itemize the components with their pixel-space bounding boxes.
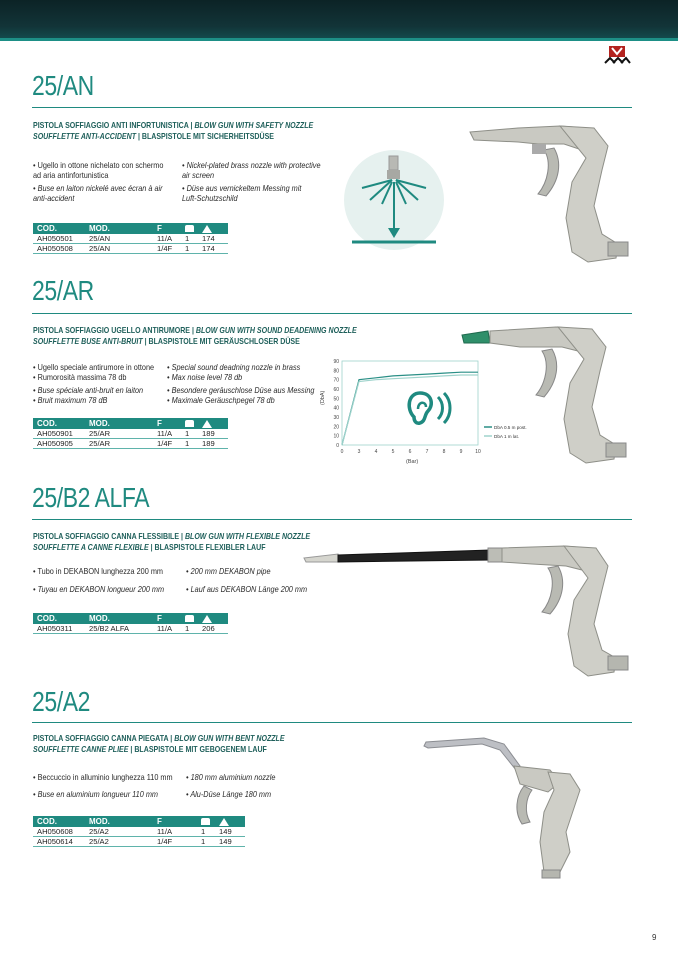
ear-icon [409, 393, 450, 423]
weight-icon [215, 816, 245, 827]
y-tick-label: 20 [333, 424, 339, 431]
legend-label: DbA 0.5 m post. [494, 425, 527, 430]
blow-gun-image [468, 122, 633, 272]
section-subtitle: PISTOLA SOFFIAGGIO CANNA PIEGATA | BLOW GUN WITH BENT NOZZLE SOUFFLETTE CANNE PLIEE | BLASPISTOLE MIT GEBOGENEM LAUF [33, 734, 285, 754]
bullet-en: • 180 mm aluminium nozzle [186, 772, 276, 782]
table-header-row [33, 613, 228, 624]
section-divider [32, 313, 632, 314]
section-title: 25/AN [32, 70, 94, 101]
bullet-it-cont: ad aria antinfortunistica [33, 170, 109, 180]
y-tick-label: 0 [336, 443, 339, 449]
x-tick-label: 7 [425, 449, 429, 455]
blow-gun-flexible-nozzle-image [302, 538, 632, 683]
section-title: 25/AR [32, 275, 94, 306]
bullet-it: • Tubo in DEKABON lunghezza 200 mm [33, 566, 163, 576]
bullet-de: • Alu-Düse Länge 180 mm [186, 789, 272, 799]
x-tick-label: 8 [442, 449, 446, 455]
col-cod: COD. [33, 418, 85, 429]
col-cod: COD. [33, 223, 85, 234]
bullet-de-cont: Luft-Schutzschild [182, 193, 238, 203]
blow-gun-bent-nozzle-image [420, 732, 610, 880]
section-divider [32, 107, 632, 108]
col-mod: MOD. [85, 223, 153, 234]
x-tick-label: 9 [459, 449, 463, 455]
bullet-it-2: • Rumorosità massima 78 db [33, 372, 127, 382]
box-icon [197, 816, 215, 827]
col-f: F [153, 816, 197, 827]
table-header-row [33, 816, 245, 827]
col-f: F [153, 418, 181, 429]
col-f: F [153, 223, 181, 234]
bullet-fr: • Buse en aluminium longueur 110 mm [33, 789, 158, 799]
bullet-en: • Special sound deadning nozzle in brass [167, 362, 301, 372]
y-tick-label: 60 [333, 387, 339, 393]
weight-icon [198, 223, 228, 234]
section-subtitle: PISTOLA SOFFIAGGIO ANTI INFORTUNISTICA | BLOW GUN WITH SAFETY NOZZLE SOUFFLETTE ANTI-ACCIDENT | BLASPISTOLE MIT SICHERHEITSDÜSE [33, 121, 314, 141]
table-row: AH050901 25/AR 11/A 1 189 [33, 429, 228, 439]
table-header-row [33, 418, 228, 429]
bullet-fr: • Buse en laiton nickelé avec écran à air [33, 183, 163, 193]
bullet-en-2: • Max noise level 78 db [167, 372, 243, 382]
bullet-it: • Beccuccio in alluminio lunghezza 110 mm [33, 772, 173, 782]
table-row: AH050311 25/B2 ALFA 11/A 1 206 [33, 624, 228, 634]
bullet-en: • Nickel-plated brass nozzle with protective [182, 160, 321, 170]
bullet-de: • Besondere geräuschlose Düse aus Messing [167, 385, 315, 395]
brand-logo-icon [603, 46, 631, 64]
box-icon [181, 418, 198, 429]
blow-gun-green-nozzle-image [460, 323, 632, 473]
spec-table [33, 223, 228, 254]
table-row: AH050614 25/A2 1/4F 1 149 [33, 837, 245, 847]
y-tick-label: 90 [333, 359, 339, 365]
y-axis-label: (DbA) [320, 390, 326, 405]
y-tick-label: 70 [333, 377, 339, 384]
section-title: 25/B2 ALFA [32, 482, 150, 513]
x-tick-label: 6 [408, 449, 412, 455]
section-divider [32, 519, 632, 520]
bullet-en-cont: air screen [182, 170, 215, 180]
x-tick-label: 0 [340, 449, 344, 455]
col-mod: MOD. [85, 418, 153, 429]
spec-table [33, 816, 245, 847]
col-cod: COD. [33, 816, 85, 827]
legend-label: DbA 1 m lat. [494, 434, 520, 439]
bullet-fr-cont: anti-accident [33, 193, 75, 203]
table-row: AH050501 25/AN 11/A 1 174 [33, 234, 228, 244]
section-divider [32, 722, 632, 723]
bullet-it: • Ugello speciale antirumore in ottone [33, 362, 155, 372]
spec-table [33, 418, 228, 449]
table-row: AH050608 25/A2 11/A 1 149 [33, 827, 245, 837]
header-accent-line [0, 38, 678, 41]
bullet-it: • Ugello in ottone nichelato con schermo [33, 160, 164, 170]
bullet-fr-2: • Bruit maximum 78 dB [33, 395, 108, 405]
bullet-fr: • Tuyau en DEKABON longueur 200 mm [33, 584, 165, 594]
y-tick-label: 40 [333, 405, 339, 412]
table-header-row [33, 223, 228, 234]
bullet-fr: • Buse spéciale anti-bruit en laiton [33, 385, 144, 395]
safety-nozzle-diagram [342, 148, 446, 252]
x-tick-label: 4 [374, 449, 378, 455]
col-f: F [153, 613, 181, 624]
page-number: 9 [652, 933, 657, 942]
x-axis-label: (Bar) [406, 459, 419, 465]
table-row: AH050508 25/AN 1/4F 1 174 [33, 244, 228, 254]
weight-icon [198, 613, 228, 624]
bullet-de: • Düse aus vernickeltem Messing mit [182, 183, 302, 193]
x-tick-label: 10 [475, 449, 481, 455]
y-tick-label: 50 [333, 396, 339, 403]
section-subtitle: PISTOLA SOFFIAGGIO UGELLO ANTIRUMORE | BLOW GUN WITH SOUND DEADENING NOZZLE SOUFFLETTE BUSE ANTI-BRUIT | BLASPISTOLE MIT GERÄUSCHLOSER DÜSE [33, 326, 357, 346]
bullet-en: • 200 mm DEKABON pipe [186, 566, 271, 576]
y-tick-label: 30 [333, 415, 339, 421]
x-tick-label: 3 [357, 449, 361, 455]
section-title: 25/A2 [32, 686, 90, 717]
box-icon [181, 613, 198, 624]
col-mod: MOD. [85, 816, 153, 827]
box-icon [181, 223, 198, 234]
y-tick-label: 80 [333, 368, 339, 375]
bullet-de: • Lauf aus DEKABON Länge 200 mm [186, 584, 308, 594]
header-bar [0, 0, 678, 38]
x-tick-label: 5 [391, 449, 395, 455]
table-row: AH050905 25/AR 1/4F 1 189 [33, 439, 228, 449]
y-tick-label: 10 [333, 433, 339, 440]
section-subtitle: PISTOLA SOFFIAGGIO CANNA FLESSIBILE | BLOW GUN WITH FLEXIBLE NOZZLE SOUFFLETTE A CANNE FLEXIBLE | BLASPISTOLE FLEXIBLER LAUF [33, 532, 311, 552]
col-cod: COD. [33, 613, 85, 624]
weight-icon [198, 418, 228, 429]
bullet-de-2: • Maximale Geräuschpegel 78 db [167, 395, 275, 405]
spec-table [33, 613, 228, 634]
col-mod: MOD. [85, 613, 153, 624]
